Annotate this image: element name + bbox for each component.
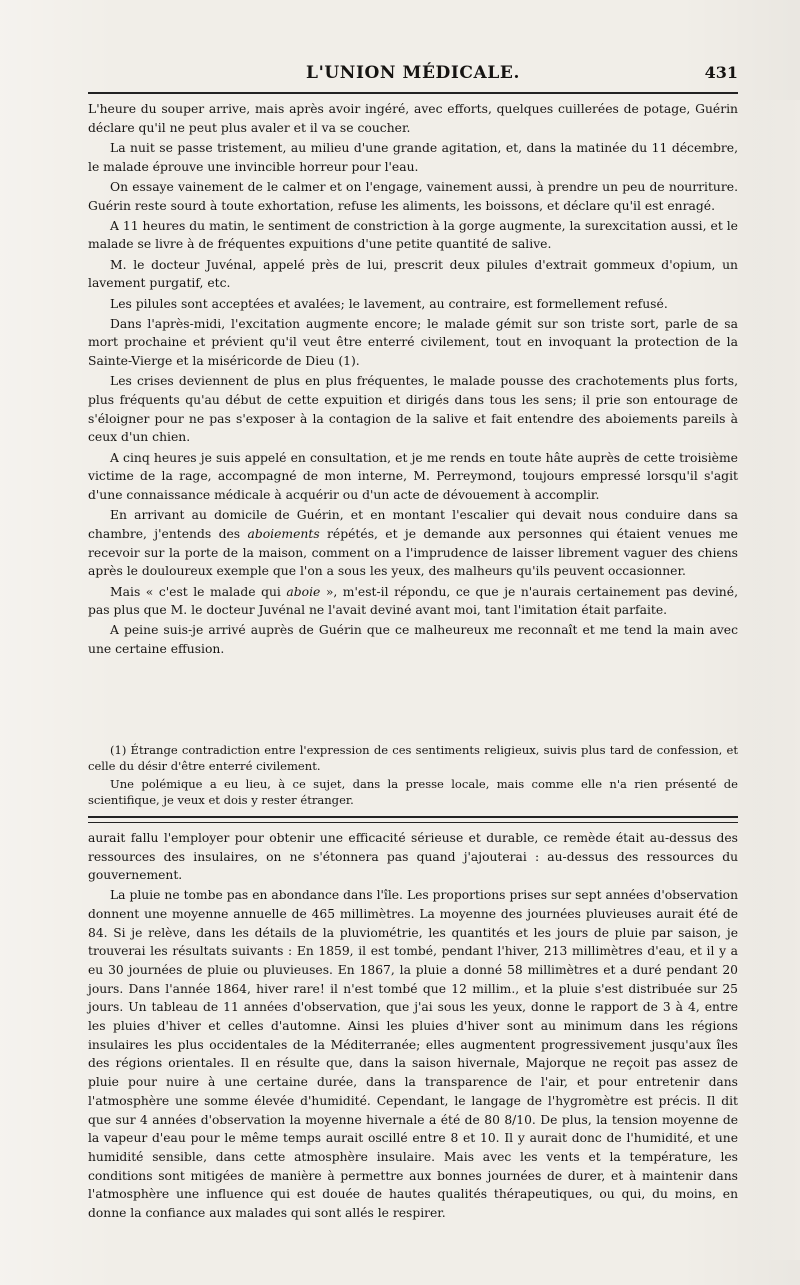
paragraph-with-emphasis [88,506,738,581]
text-run: En arrivant au domicile de Guérin, et en montant l'escalier qui devait nous conduire dans sa chambre, j'entends des [88,508,738,541]
paragraph: aurait fallu l'employer pour obtenir une efficacité sérieuse et durable, ce remède était au-dessus des ressources des insulaires, on ne s'étonnera pas quand j'ajouterai : au-dessus des ressources du gouvernement. [88,831,738,883]
paragraph: L'heure du souper arrive, mais après avoir ingéré, avec efforts, quelques cuillerées de potage, Guérin déclare qu'il ne peut plus avaler et il va se coucher. [88,102,738,135]
page-edge-shadow [750,100,800,1260]
paragraph: M. le docteur Juvénal, appelé près de lui, prescrit deux pilules d'extrait gommeux d'opium, un lavement purgatif, etc. [88,257,738,291]
text-run: Mais « c'est le malade qui [110,584,287,599]
footnote: (1) Étrange contradiction entre l'expression de ces sentiments religieux, suivis plus tard de confession, et celle du désir d'être enterré civilement. [88,743,738,773]
paragraph: La nuit se passe tristement, au milieu d'une grande agitation, et, dans la matinée du 11 décembre, le malade éprouve une invincible horreur pour l'eau. [88,140,738,174]
paragraph-with-emphasis [88,583,738,620]
paragraph: La pluie ne tombe pas en abondance dans l'île. Les proportions prises sur sept années d'observation donnent une moyenne annuelle de 465 millimètres. La moyenne des journées pluvieuses aurait été de 84. Si je relève, dans les détails de la pluviométrie, les quantités et les jours de pluie par saison, je trouverai les résultats suivants : En 1859, il est tombé, pendant l'hiver, 213 millimètres d'eau, et il y a eu 30 journées de pluie ou pluvieuses. En 1867, la pluie a donné 58 millimètres et a duré pendant 20 jours. Dans l'année 1864, hiver rare! il n'est tombé que 12 millim., et la pluie s'est distribuée sur 25 jours. Un tableau de 11 années d'observation, que j'ai sous les yeux, donne le rapport de 3 à 4, entre les pluies d'hiver et celles d'automne. Ainsi les pluies d'hiver sont au minimum dans les régions insulaires les plus occidentales de la Méditerranée; elles augmentent progressivement jusqu'aux îles des régions orientales. Il en résulte que, dans la saison hivernale, Majorque ne reçoit pas assez de pluie pour nuire à une certaine durée, dans la transparence de l'air, et pour entretenir dans l'atmosphère une somme élevée d'humidité. Cependant, le langage de l'hygromètre est précis. Il dit que sur 4 années d'observation la moyenne hivernale a été de 80 8/10. De plus, la tension moyenne de la vapeur d'eau pour le même temps aurait oscillé entre 8 et 10. Il y aurait donc de l'humidité, et une humidité sensible, dans cette atmosphère insulaire. Mais avec les vents et la température, les conditions sont mitigées de manière à permettre aux bonnes journées de durer, et à maintenir dans l'atmosphère une influence qui est douée de hautes qualités thérapeutiques, ou qui, du moins, en donne la confiance aux malades qui sont allés le respirer. [88,888,738,1221]
paragraph: A peine suis-je arrivé auprès de Guérin que ce malheureux me reconnaît et me tend la main avec une certaine effusion. [88,623,738,657]
paragraph: A cinq heures je suis appelé en consultation, et je me rends en toute hâte auprès de cette troisième victime de la rage, accompagné de mon interne, M. Perreymond, toujours empressé lorsqu'il s'agit d'une connaissance médicale à acquérir ou d'un acte de dévouement à accomplir. [88,450,738,503]
paragraph: Les crises deviennent de plus en plus fréquentes, le malade pousse des crachotements plus forts, plus fréquents qu'au début de cette expuition et dirigés dans tous les sens; il prie son entourage de s'éloigner pour ne pas s'exposer à la contagion de la salive et fait entendre des aboiements pareils à ceux d'un chien. [88,374,738,445]
text-run: », m'est-il répondu, ce que je n'aurais certainement pas deviné, pas plus que M. le docteur Juvénal ne l'avait deviné avant moi, tant l'imitation était parfaite. [88,584,738,618]
journal-title: L'UNION MÉDICALE. [306,63,520,83]
paragraph: Dans l'après-midi, l'excitation augmente encore; le malade gémit sur son triste sort, parle de sa mort prochaine et prévient qu'il veut être enterré civilement, tout en invoquant la protection de la Sainte-Vierge et la miséricorde de Dieu (1). [88,316,738,369]
text-run: répétés, et je demande aux personnes qui étaient venues me recevoir sur la porte de la maison, comment on a l'imprudence de laisser librement vaguer des chiens après le douloureux exemple que l'on a sous les yeux, des malheurs qu'ils peuvent occasionner. [88,526,738,579]
page-header [88,60,738,86]
emphasis-text: aboie [286,584,321,599]
paragraph: Les pilules sont acceptées et avalées; le lavement, au contraire, est formellement refusé. [110,296,668,311]
section-separator [88,816,738,823]
paragraph: On essaye vainement de le calmer et on l'engage, vainement aussi, à prendre un peu de nourriture. Guérin reste sourd à toute exhortation, refuse les aliments, les boissons, et déclare qu'il est enragé. [88,179,738,213]
main-text-bottom [88,829,738,1223]
footnotes [88,743,738,808]
header-rule [88,92,738,94]
emphasis-text: aboiements [247,526,320,541]
main-text-top [88,100,738,659]
paragraph: A 11 heures du matin, le sentiment de constriction à la gorge augmente, la surexcitation aussi, et le malade se livre à de fréquentes expuitions d'une petite quantité de salive. [88,218,738,252]
page-number: 431 [704,63,738,82]
footnote: Une polémique a eu lieu, à ce sujet, dans la presse locale, mais comme elle n'a rien présenté de scientifique, je veux et dois y rester étranger. [88,777,738,807]
